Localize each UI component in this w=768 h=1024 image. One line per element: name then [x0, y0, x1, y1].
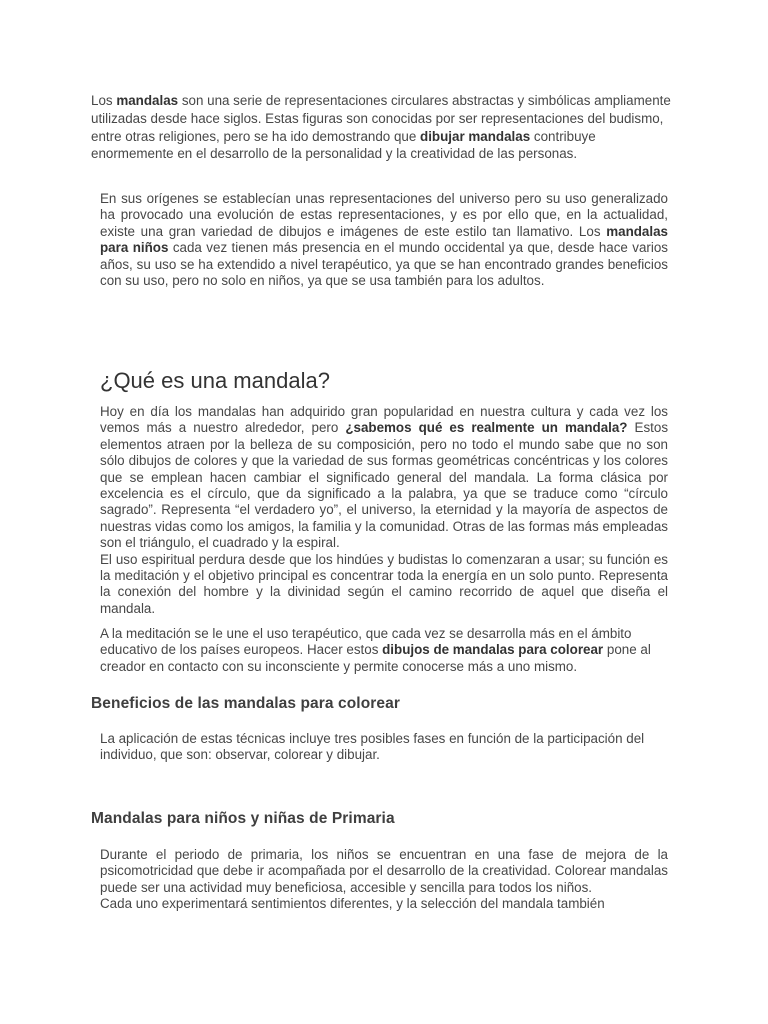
- que-es-text-2: Estos elementos atraen por la belleza de su composición, pero no todo el mundo sabe que no son sólo dibujos de colores y que la variedad de sus formas geométricas concéntricas y los colores que se emplean hacen cambiar el significado general del mandala. La forma clásica por excelencia es el círculo, que da significado a la palabra, ya que se traduce como “círculo sagrado”. Representa “el verdadero yo”, el universo, la eternidad y la mayoría de aspectos de nuestras vidas como los amigos, la familia y la comunidad. Otras de las formas más empleadas son el triángulo, el cuadrado y la espiral.: [100, 420, 669, 551]
- intro-text-1: Los: [91, 93, 117, 108]
- heading-beneficios: Beneficios de las mandalas para colorear: [91, 695, 400, 712]
- primaria-paragraph: [100, 847, 668, 913]
- intro-bold-mandalas: mandalas: [116, 93, 179, 108]
- primaria-text-2: Cada uno experimentará sentimientos diferentes, y la selección del mandala también: [100, 896, 605, 912]
- que-es-paragraph: [100, 404, 668, 617]
- beneficios-paragraph: La aplicación de estas técnicas incluye tres posibles fases en función de la participación del individuo, que son: observar, colorear y dibujar.: [100, 731, 645, 763]
- primaria-text-1: Durante el periodo de primaria, los niños se encuentran en una fase de mejora de la psicomotricidad que debe ir acompañada por el desarrollo de la creatividad. Colorear mandalas puede ser una actividad muy beneficiosa, accesible y sencilla para todos los niños.: [100, 847, 668, 895]
- intro-text-2: son una serie de representaciones circulares abstractas y simbólicas ampliamente utilizadas desde hace siglos. Estas figuras son conocidas por ser representaciones del budismo, entre otras religiones, pero se ha ido demostrando que: [91, 93, 671, 144]
- origins-bold-mandalas-ninos: mandalas para niños: [100, 223, 668, 256]
- origins-text-1: En sus orígenes se establecían unas representaciones del universo pero su uso generalizado ha provocado una evolución de estas representaciones, y es por ello que, en la actualidad, existe una gran variedad de dibujos e imágenes de este estilo tan llamativo. Los: [100, 191, 668, 239]
- que-es-text-3: El uso espiritual perdura desde que los hindúes y budistas lo comenzaran a usar; su función es la meditación y el objetivo principal es concentrar toda la energía en un solo punto. Representa la conexión del hombre y la divinidad según el camino recorrido de aquel que diseña el mandala.: [100, 551, 668, 616]
- intro-paragraph: [91, 92, 673, 163]
- intro-text-3: contribuye enormemente en el desarrollo de la personalidad y la creatividad de las personas.: [91, 128, 596, 162]
- que-es-bold-question: ¿sabemos qué es realmente un mandala?: [345, 420, 628, 436]
- origins-text-2: cada vez tienen más presencia en el mundo occidental ya que, desde hace varios años, su uso se ha extendido a nivel terapéutico, ya que se han encontrado grandes beneficios con su uso, pero no solo en niños, ya que se usa también para los adultos.: [100, 240, 668, 289]
- intro-bold-dibujar-mandalas: dibujar mandalas: [420, 128, 531, 144]
- meditacion-paragraph: [100, 626, 668, 675]
- meditacion-text-2: pone al creador en contacto con su inconsciente y permite conocerse más a uno mismo.: [100, 642, 651, 674]
- heading-que-es-mandala: ¿Qué es una mandala?: [100, 368, 330, 393]
- meditacion-text-1: A la meditación se le une el uso terapéutico, que cada vez se desarrolla más en el ámbito educativo de los países europeos. Hacer estos: [100, 626, 632, 658]
- que-es-text-1: Hoy en día los mandalas han adquirido gran popularidad en nuestra cultura y cada vez los vemos más a nuestro alrededor, pero: [100, 404, 668, 436]
- meditacion-bold-dibujos: dibujos de mandalas para colorear: [382, 642, 604, 658]
- heading-primaria: Mandalas para niños y niñas de Primaria: [91, 810, 395, 827]
- origins-paragraph: [100, 191, 668, 289]
